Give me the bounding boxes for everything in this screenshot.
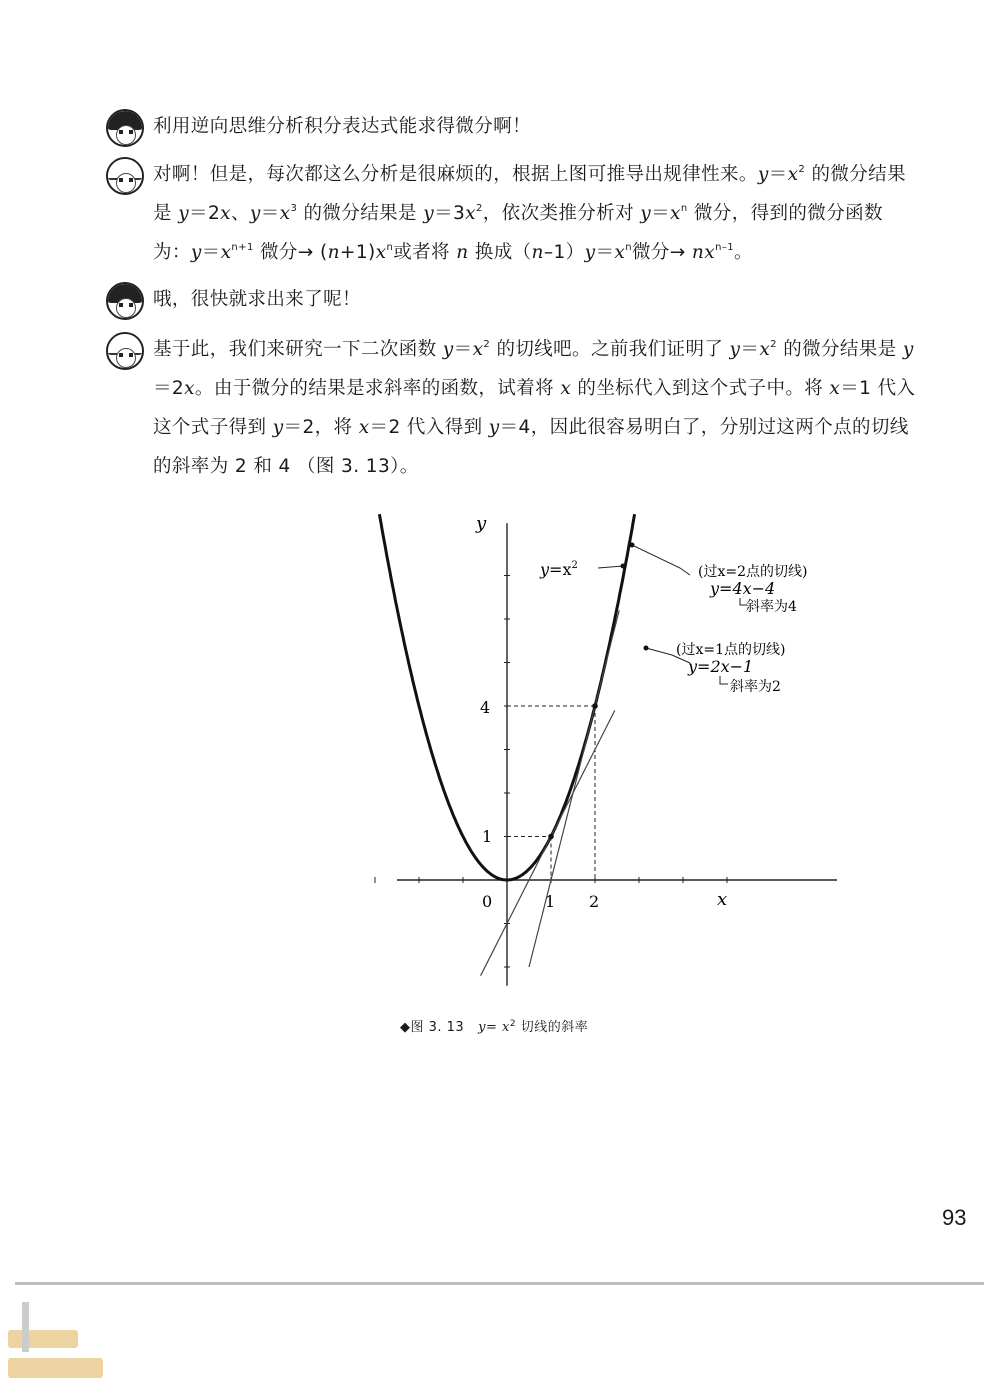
- tangent1-leader-dot: [644, 646, 649, 651]
- x-tick-label-0: 0: [482, 892, 493, 911]
- page-number: 93: [942, 1205, 967, 1230]
- tangent1-equation: y=2x−1: [688, 657, 754, 676]
- x-tick-label-1: 1: [545, 892, 556, 911]
- tangent-line-x2: [529, 610, 619, 967]
- x-tick-label-2: 2: [589, 892, 600, 911]
- tangent2-note: (过x=2点的切线): [698, 564, 808, 580]
- tangent-point-1: [548, 834, 554, 840]
- tangent-point-2: [592, 703, 598, 709]
- tangent2-slope: 斜率为4: [746, 599, 797, 615]
- tangent2-equation: y=4x−4: [710, 579, 776, 598]
- tangent1-note: (过x=1点的切线): [676, 642, 786, 658]
- dialog-text: 利用逆向思维分析积分表达式能求得微分啊！: [153, 116, 532, 137]
- tangent1-slope: 斜率为2: [730, 679, 781, 695]
- curve-label-dot: [621, 564, 626, 569]
- x-axis-label: x: [717, 889, 728, 910]
- curve-label: $y=x^2$: [540, 560, 578, 579]
- watermark-logo-icon: [6, 1300, 116, 1390]
- dialog-text: 对啊！但是，每次都这么分析是很麻烦的，根据上图可推导出规律性来。$y=x^2$ 的微分结果是 y＝2x、$y=x^3$ 的微分结果是 $y=3x^2$，依次类推分析对 $y=x^n$ 微分，得到的微分函数为：$y=x^{n+1}$ 微分→ $(n+1)x^n$或者将 n 换成$(n-1)y=x^n$微分→ $nx^{n-1}$。: [153, 164, 906, 263]
- tangent2-leader: [632, 545, 690, 575]
- tangent-line-x1: [481, 710, 615, 975]
- figure-caption: ◆图 3. 13 $y= x^2$ 切线的斜率: [400, 1019, 589, 1035]
- footer-rule: [15, 1282, 984, 1285]
- tangent2-leader-dot: [630, 543, 635, 548]
- y-axis-label: y: [476, 513, 487, 534]
- dialog-text: 哦，很快就求出来了呢！: [153, 289, 361, 310]
- tangent1-slope-bracket: [720, 676, 728, 684]
- y-tick-label-4: 4: [480, 698, 491, 717]
- y-tick-label-1: 1: [482, 827, 493, 846]
- dialog-text: 基于此，我们来研究一下二次函数 $y=x^2$ 的切线吧。之前我们证明了 $y=x^2$ 的微分结果是 y＝2x。由于微分的结果是求斜率的函数，试着将 x 的坐标代入到这个式子中。将 x＝1 代入这个式子得到 y＝2，将 x＝2 代入得到 y＝4，因此很容易明白了，分别过这两个点的切线的斜率为 2 和 4 （图 3. 13）。: [153, 339, 916, 477]
- curve-label-leader: [598, 566, 623, 568]
